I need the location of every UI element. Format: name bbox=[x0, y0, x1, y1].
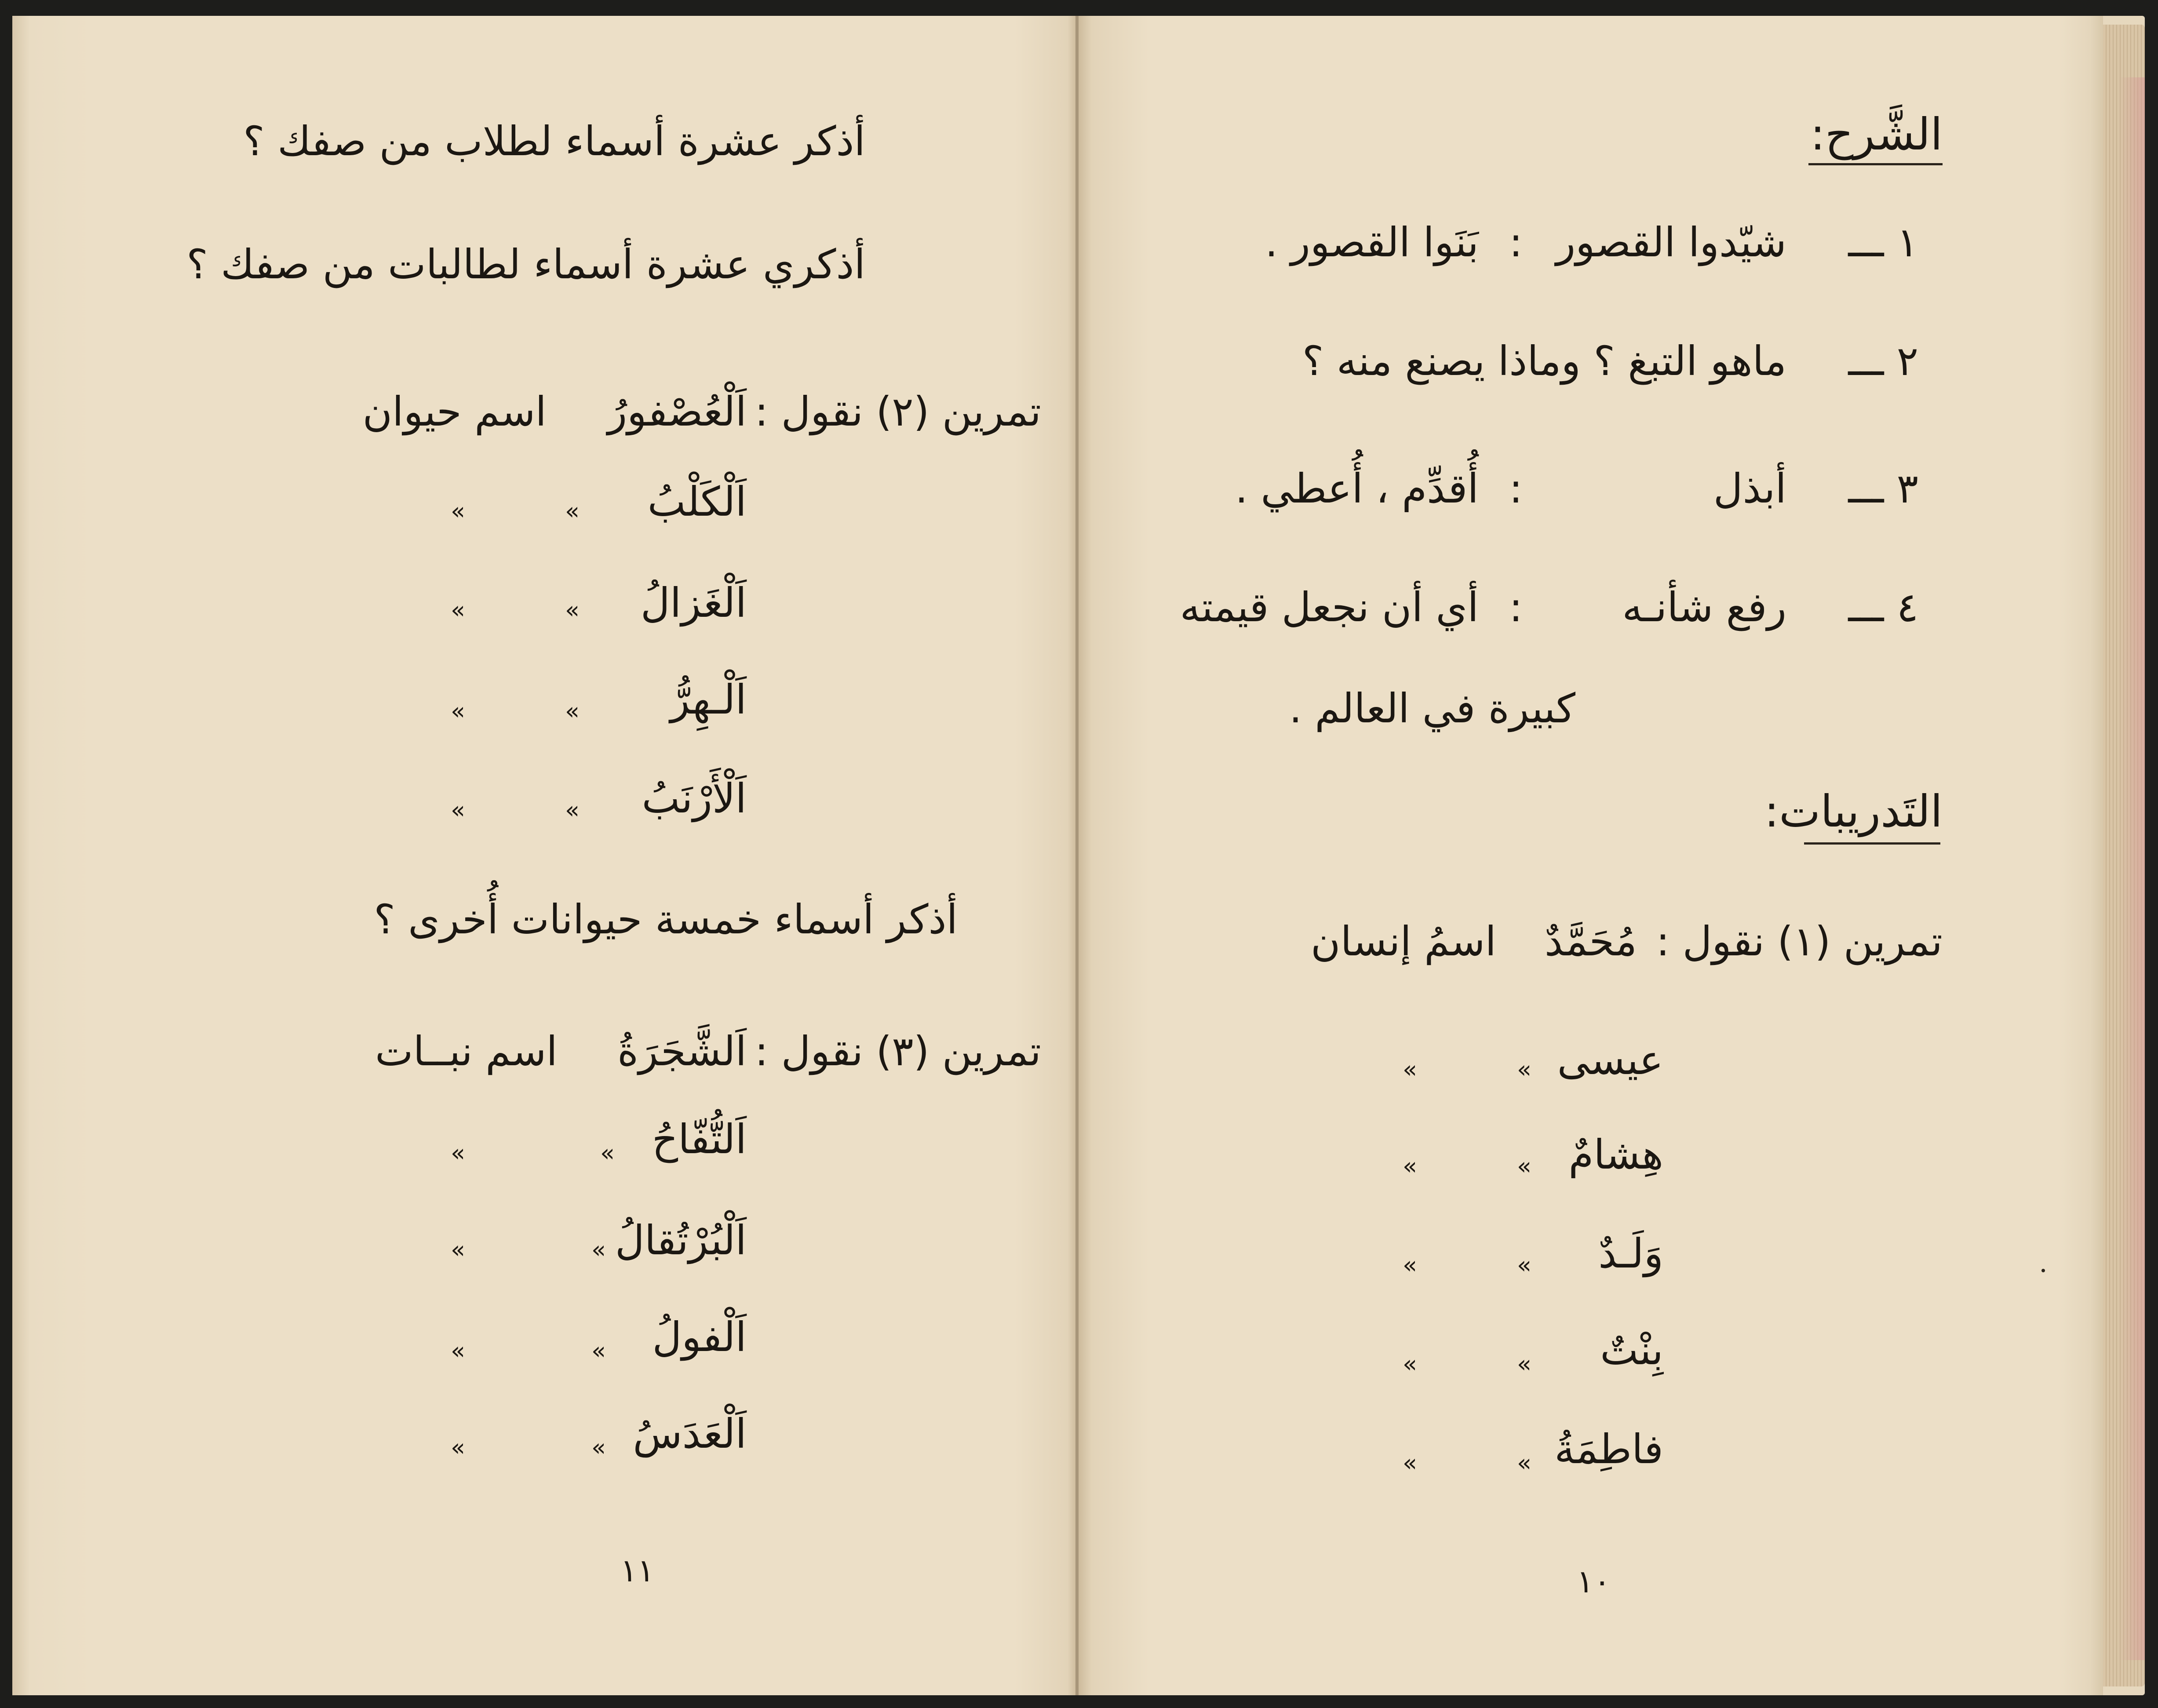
ditto-mark: » bbox=[565, 596, 580, 624]
exercise2-item: اَلْأَرْنَبُ bbox=[642, 775, 747, 822]
ditto-mark: » bbox=[591, 1434, 606, 1461]
exercise1-item: عيسى bbox=[1557, 1037, 1663, 1084]
ditto-mark: » bbox=[1402, 1056, 1417, 1083]
sharh-heading: الشَّرح: bbox=[1810, 109, 1943, 160]
definition-term: شيّدوا القصور bbox=[1556, 219, 1786, 266]
exercise1-item: هِشامٌ bbox=[1568, 1131, 1663, 1178]
ditto-mark: » bbox=[600, 1139, 615, 1167]
exercises-heading: التَدريبات: bbox=[1764, 786, 1943, 837]
exercise1-label: تمرين (١) نقول : bbox=[1656, 918, 1943, 965]
exercise1-item: وَلَـدٌ bbox=[1598, 1230, 1663, 1277]
ditto-mark: » bbox=[450, 497, 465, 525]
exercise3-item: اَلتُّفّاحُ bbox=[652, 1116, 747, 1163]
exercise3-phrase: اسم نبــات bbox=[375, 1028, 558, 1075]
exercise2-phrase: اسم حيوان bbox=[362, 388, 547, 435]
exercise2-item: اَلْكَلْبُ bbox=[647, 478, 747, 525]
prompt-students: أذكر عشرة أسماء لطلاب من صفك ؟ bbox=[243, 118, 865, 165]
ditto-mark: » bbox=[591, 1337, 606, 1365]
ditto-mark: » bbox=[1402, 1152, 1417, 1180]
exercise2-label: تمرين (٢) نقول : bbox=[755, 388, 1041, 435]
definition-term: ماهو التبغ ؟ وماذا يصنع منه ؟ bbox=[1302, 338, 1786, 385]
heading-underline bbox=[1804, 842, 1940, 845]
ditto-mark: » bbox=[565, 796, 580, 824]
ditto-mark: » bbox=[450, 1337, 465, 1365]
ditto-mark: » bbox=[450, 697, 465, 725]
exercise1-phrase: اسمُ إنسان bbox=[1311, 918, 1496, 965]
page-number: ١٠ bbox=[1576, 1563, 1611, 1600]
definition-meaning: أُقدِّم ، أُعطي . bbox=[1235, 465, 1479, 512]
ditto-mark: » bbox=[1402, 1449, 1417, 1477]
page-number: ١١ bbox=[620, 1552, 654, 1589]
ditto-mark: » bbox=[450, 596, 465, 624]
exercise3-item: اَلْعَدَسُ bbox=[633, 1410, 747, 1457]
definition-meaning: أي أن نجعل قيمته bbox=[1180, 584, 1479, 631]
definition-separator: : bbox=[1509, 465, 1523, 512]
definition-separator: : bbox=[1509, 219, 1523, 266]
ditto-mark: » bbox=[1516, 1152, 1531, 1180]
exercise2-item: اَلْغَزالُ bbox=[640, 579, 747, 626]
definition-term: أبذل bbox=[1713, 465, 1786, 512]
definition-number: ٤ ـــ bbox=[1848, 584, 1918, 631]
definition-term: رفع شأنـه bbox=[1622, 584, 1786, 631]
ditto-mark: » bbox=[591, 1236, 606, 1264]
definition-number: ١ ـــ bbox=[1848, 219, 1918, 266]
exercise3-word: اَلشَّجَرَةُ bbox=[617, 1028, 747, 1075]
ditto-mark: » bbox=[565, 697, 580, 725]
ditto-mark: » bbox=[450, 1139, 465, 1167]
ditto-mark: » bbox=[450, 1236, 465, 1264]
exercise1-word: مُحَمَّدٌ bbox=[1544, 918, 1637, 965]
exercise1-item: فاطِمَةُ bbox=[1554, 1426, 1663, 1473]
prompt-animals: أذكر أسماء خمسة حيوانات أُخرى ؟ bbox=[374, 896, 958, 943]
page-edge-tint bbox=[2118, 77, 2145, 1660]
right-page bbox=[1079, 16, 2103, 1695]
ditto-mark: » bbox=[1402, 1251, 1417, 1279]
exercise3-item: اَلْبُرْتُقالُ bbox=[615, 1217, 747, 1264]
definition-separator: : bbox=[1509, 584, 1523, 631]
definition-number: ٢ ـــ bbox=[1848, 338, 1918, 385]
ditto-mark: » bbox=[1402, 1350, 1417, 1378]
definition-meaning: بَنَوا القصور . bbox=[1265, 219, 1479, 266]
ditto-mark: » bbox=[1516, 1056, 1531, 1083]
ditto-mark: » bbox=[565, 497, 580, 525]
exercise2-word: اَلْعُصْفورُ bbox=[607, 388, 747, 435]
ditto-mark: » bbox=[1516, 1449, 1531, 1477]
ditto-mark: » bbox=[1516, 1251, 1531, 1279]
definition-number: ٣ ـــ bbox=[1848, 465, 1918, 512]
ditto-mark: » bbox=[450, 796, 465, 824]
prompt-female-students: أذكري عشرة أسماء لطالبات من صفك ؟ bbox=[186, 241, 865, 288]
ditto-mark: » bbox=[450, 1434, 465, 1461]
exercise1-item: بِنْتٌ bbox=[1600, 1327, 1663, 1374]
exercise2-item: اَلْـهِرُّ bbox=[670, 676, 747, 723]
ditto-mark: » bbox=[1516, 1350, 1531, 1378]
exercise3-label: تمرين (٣) نقول : bbox=[755, 1028, 1041, 1075]
open-book bbox=[12, 16, 2145, 1695]
left-page bbox=[12, 16, 1076, 1695]
heading-underline bbox=[1808, 163, 1943, 165]
exercise3-item: اَلْفولُ bbox=[652, 1314, 747, 1361]
definition-continuation: كبيرة في العالم . bbox=[1289, 685, 1575, 732]
stray-dot bbox=[2041, 1269, 2045, 1272]
